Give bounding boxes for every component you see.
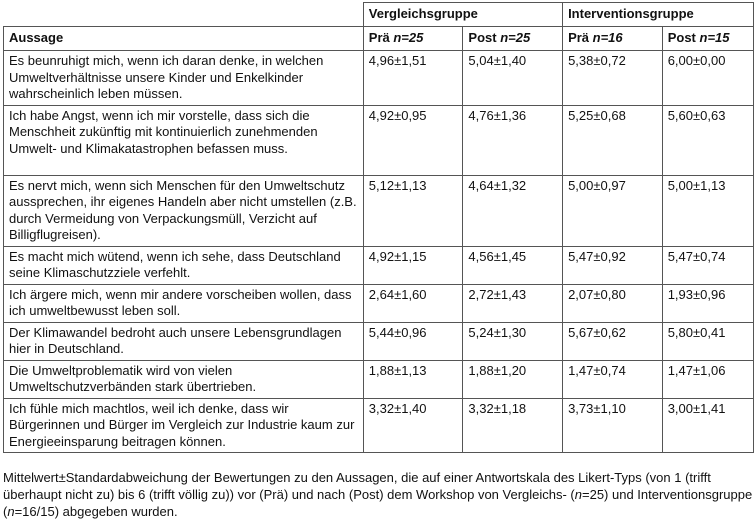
statement-cell: Es beunruhigt mich, wenn ich daran denke, in welchen Umweltverhältnisse unsere Kinder und Enkelkinder wahrscheinlich leben müssen. xyxy=(4,51,364,106)
table-row xyxy=(4,175,754,246)
value-cell: 5,25±0,68 xyxy=(563,105,663,175)
value-cell: 4,92±0,95 xyxy=(363,105,463,175)
statement-cell: Ich habe Angst, wenn ich mir vorstelle, dass sich die Menschheit zukünftig mit kontinuierlich zunehmenden Umwelt- und Klimakatastrophen befassen muss. xyxy=(4,105,364,175)
statement-cell: Ich ärgere mich, wenn mir andere vorscheiben wollen, dass ich umweltbewusst leben soll. xyxy=(4,284,364,322)
value-cell: 5,04±1,40 xyxy=(463,51,563,106)
table-row xyxy=(4,398,754,453)
table-row xyxy=(4,246,754,284)
value-cell: 4,64±1,32 xyxy=(463,175,563,246)
value-cell: 1,47±0,74 xyxy=(563,360,663,398)
table-row xyxy=(4,322,754,360)
value-cell: 5,24±1,30 xyxy=(463,322,563,360)
statement-cell: Die Umweltproblematik wird von vielen Umweltschutzverbänden stark übertrieben. xyxy=(4,360,364,398)
table-row xyxy=(4,51,754,106)
value-cell: 5,00±0,97 xyxy=(563,175,663,246)
value-cell: 3,32±1,18 xyxy=(463,398,563,453)
table-row xyxy=(4,360,754,398)
table-row xyxy=(4,284,754,322)
value-cell: 3,73±1,10 xyxy=(563,398,663,453)
value-cell: 5,44±0,96 xyxy=(363,322,463,360)
value-cell: 4,92±1,15 xyxy=(363,246,463,284)
survey-table xyxy=(3,2,754,453)
statement-cell: Ich fühle mich machtlos, weil ich denke, dass wir Bürgerinnen und Bürger im Vergleich zur Industrie kaum zur Energieeinsparung beitragen können. xyxy=(4,398,364,453)
value-cell: 2,07±0,80 xyxy=(563,284,663,322)
value-cell: 5,80±0,41 xyxy=(662,322,753,360)
statement-cell: Es macht mich wütend, wenn ich sehe, dass Deutschland seine Klimaschutzziele verfehlt. xyxy=(4,246,364,284)
header-vergleichsgruppe: Vergleichsgruppe xyxy=(363,3,562,27)
table-row xyxy=(4,105,754,175)
value-cell: 4,96±1,51 xyxy=(363,51,463,106)
table-footnote: Mittelwert±Standardabweichung der Bewertungen zu den Aussagen, die auf einer Antwortskala des Likert-Typs (von 1 (trifft überhaupt nicht zu) bis 6 (trifft völlig zu)) vor (Prä) und nach (Post) dem Workshop von Vergleichs- (n=25) und Interventionsgruppe (n=16/15) abgegeben wurden. xyxy=(3,470,753,519)
value-cell: 5,12±1,13 xyxy=(363,175,463,246)
header-empty-cell xyxy=(4,3,364,27)
header-vg-post: Post n=25 xyxy=(463,27,563,51)
value-cell: 4,56±1,45 xyxy=(463,246,563,284)
header-ig-post: Post n=15 xyxy=(662,27,753,51)
value-cell: 1,88±1,13 xyxy=(363,360,463,398)
value-cell: 5,38±0,72 xyxy=(563,51,663,106)
value-cell: 3,00±1,41 xyxy=(662,398,753,453)
value-cell: 2,64±1,60 xyxy=(363,284,463,322)
header-aussage: Aussage xyxy=(4,27,364,51)
value-cell: 1,88±1,20 xyxy=(463,360,563,398)
header-vg-prae: Prä n=25 xyxy=(363,27,463,51)
value-cell: 3,32±1,40 xyxy=(363,398,463,453)
header-interventionsgruppe: Interventionsgruppe xyxy=(563,3,754,27)
value-cell: 5,60±0,63 xyxy=(662,105,753,175)
value-cell: 2,72±1,43 xyxy=(463,284,563,322)
value-cell: 4,76±1,36 xyxy=(463,105,563,175)
value-cell: 5,67±0,62 xyxy=(563,322,663,360)
column-header-row xyxy=(4,27,754,51)
value-cell: 1,47±1,06 xyxy=(662,360,753,398)
header-ig-prae: Prä n=16 xyxy=(563,27,663,51)
value-cell: 5,47±0,92 xyxy=(563,246,663,284)
statement-cell: Der Klimawandel bedroht auch unsere Lebensgrundlagen hier in Deutschland. xyxy=(4,322,364,360)
statement-cell: Es nervt mich, wenn sich Menschen für den Umweltschutz aussprechen, ihr eigenes Handeln aber nicht umstellen (z.B. durch Vermeidung von Verpackungsmüll, Verzicht auf Billigflugreisen). xyxy=(4,175,364,246)
value-cell: 1,93±0,96 xyxy=(662,284,753,322)
value-cell: 5,47±0,74 xyxy=(662,246,753,284)
group-header-row xyxy=(4,3,754,27)
value-cell: 5,00±1,13 xyxy=(662,175,753,246)
value-cell: 6,00±0,00 xyxy=(662,51,753,106)
